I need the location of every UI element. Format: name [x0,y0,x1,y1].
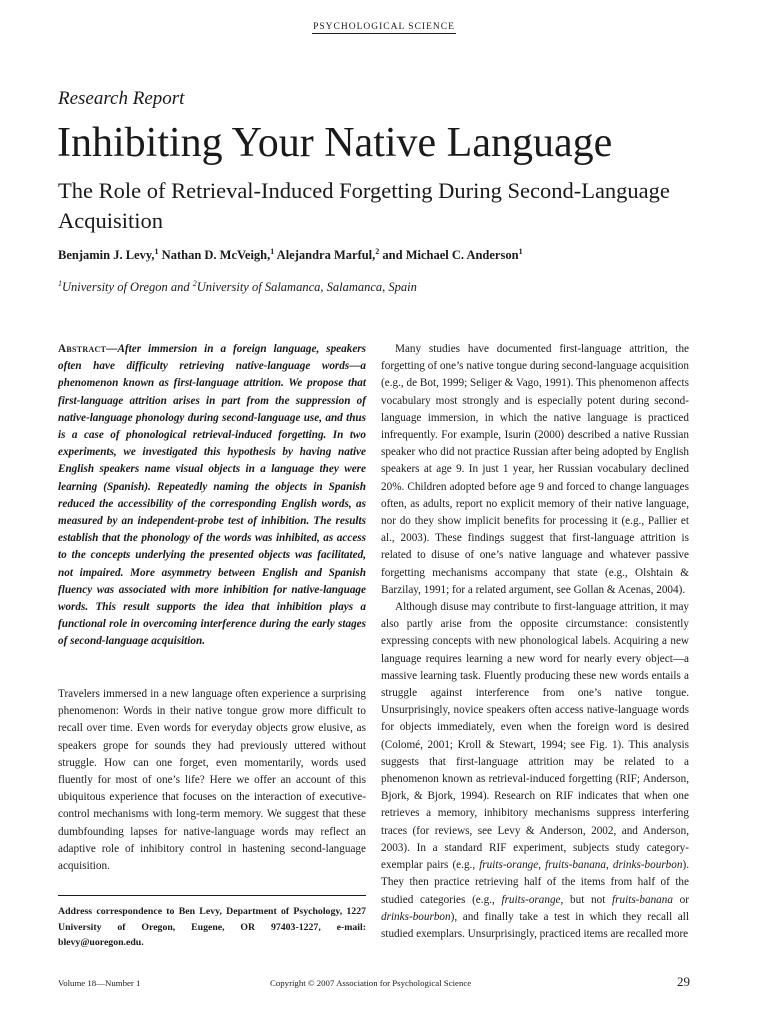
affiliations [58,280,417,295]
article-title: Inhibiting Your Native Language [57,120,613,166]
article-subtitle: The Role of Retrieval-Induced Forgetting During Second-Language Acquisition [58,178,670,233]
author-affiliation-mark: 1 [270,246,275,256]
journal-name: PSYCHOLOGICAL SCIENCE [313,22,455,32]
abstract-label: Abstract [58,343,107,355]
abstract [58,341,366,651]
body-paragraph: Many studies have documented first-language attrition, the forgetting of one’s native tongue during second-language acquisition (e.g., de Bot, 1999; Seliger & Vago, 1991). This phenomenon affects vocabulary most strongly and is especially potent during second-language immersion, in which the native language is practiced infrequently. For example, Isurin (2000) described a native Russian speaker who did not practice Russian after being adopted by English speakers at age 9. In just 1 year, her Russian vocabulary declined 20%. Children adopted before age 9 and forced to change languages often, as adults, report no explicit memory of their native language, nor do they show implicit benefits for processing it (e.g., Pallier et al., 2003). These findings suggest that first-language attrition is related to disuse of one’s native language and whatever passive forgetting mechanisms accompany that state (e.g., Olshtain & Barzilay, 1991; for a related argument, see Gollan & Acenas, 2004). [381,343,689,596]
example-term: fruits-orange [501,893,561,906]
footer-volume: Volume 18—Number 1 [58,978,141,988]
body-text: , [606,859,613,872]
abstract-paragraph [58,341,366,651]
affiliation-mark: 1 [58,278,62,288]
body-paragraph [381,599,689,943]
body-text: Although disuse may contribute to first-language attrition, it may also partly arise from the opposite circumstance: consistently expressing concepts with new phonological labels. Acquiring a new language requires learning a new word for nearly every object—a massive learning task. Fluently producing these new words entails a struggle against interference from one’s native tongue. Unsurprisingly, novice speakers often access native-language words for objects immediately, even when the foreign word is desired (Colomé, 2001; Kroll & Stewart, 1994; see Fig. 1). This analysis suggests that first-language attrition may be related to a phenomenon known as retrieval-induced forgetting (RIF; Anderson, Bjork, & Bjork, 1994). Research on RIF indicates that when one retrieves a memory, inhibitory mechanisms suppress interfering traces (for reviews, see Levy & Anderson, 2002, and Anderson, 2003). In a standard RIF experiment, subjects study category-exemplar pairs (e.g., [381,601,689,872]
journal-header [0,22,768,32]
footer-copyright: Copyright © 2007 Association for Psychological Science [270,978,472,988]
author-name: Nathan D. McVeigh, [158,248,271,262]
body-text: or [672,893,689,906]
abstract-text: After immersion in a foreign language, speakers often have difficulty retrieving native-language words—a phenomenon known as first-language attrition. We propose that first-language attrition arises in part from the suppression of native-language phonology during second-language use, and thus is a case of phonological retrieval-induced forgetting. In two experiments, we investigated this hypothesis by having native English speakers name visual objects in a language they were learning (Spanish). Repeatedly naming the objects in Spanish reduced the accessibility of the corresponding English words, as measured by an independent-probe test of inhibition. The results establish that the phonology of the words was inhibited, as access to the concepts underlying the presented objects was facilitated, not impaired. More asymmetry between English and Spanish fluency was associated with more inhibition for native-language words. This result supports the idea that inhibition plays a functional role in overcoming interference during the early stages of second-language acquisition. [58,343,366,648]
abstract-dash: — [106,343,118,355]
example-term: drinks-bourbon [381,910,451,923]
author-affiliation-mark: 2 [375,246,380,256]
example-term: fruits-orange [479,859,539,872]
body-text: ). They then practice retrieving half of the items from half of the studied categories (e.g., [381,859,689,906]
body-text: , but not [560,893,613,906]
author-name: and Michael C. Anderson [379,248,519,262]
example-term: fruits-banana [612,893,673,906]
example-term: drinks-bourbon [612,859,683,872]
author-name: Benjamin J. Levy, [58,248,155,262]
affiliation-mark: 2 [192,278,197,288]
intro-column [58,686,366,875]
example-term: fruits-banana [545,859,606,872]
author-list [58,248,523,263]
body-right-column [381,341,689,943]
affiliation-text: University of Oregon and [62,280,193,294]
author-name: Alejandra Marful, [274,248,376,262]
intro-paragraph: Travelers immersed in a new language often experience a surprising phenomenon: Words in their native tongue grow more difficult to recall over time. Even words for everyday objects grow elusive, as speakers grope for sounds they had previously uttered without struggle. How can one forget, even momentarily, words used fluently for most of one’s life? Here we offer an account of this ubiquitous experience that focuses on the interaction of executive-control mechanisms with long-term memory. We suggest that these dumbfounding lapses for native-language words may reflect an adaptive role of inhibitory control in hastening second-language acquisition. [58,688,366,873]
body-text: ), and finally take a test in which they recall all studied exemplars. Unsurprisingly, practiced items are recalled more [381,910,689,940]
body-text: , [538,859,546,872]
page-number: 29 [677,974,690,989]
author-affiliation-mark: 1 [154,246,159,256]
article-type: Research Report [58,88,185,109]
affiliation-text: University of Salamanca, Salamanca, Spain [196,280,417,294]
correspondence-address: Address correspondence to Ben Levy, Department of Psychology, 1227 University of Oregon, Eugene, OR 97403-1227, e-mail: blevy@uoregon.edu. [58,895,366,951]
author-affiliation-mark: 1 [518,246,523,256]
